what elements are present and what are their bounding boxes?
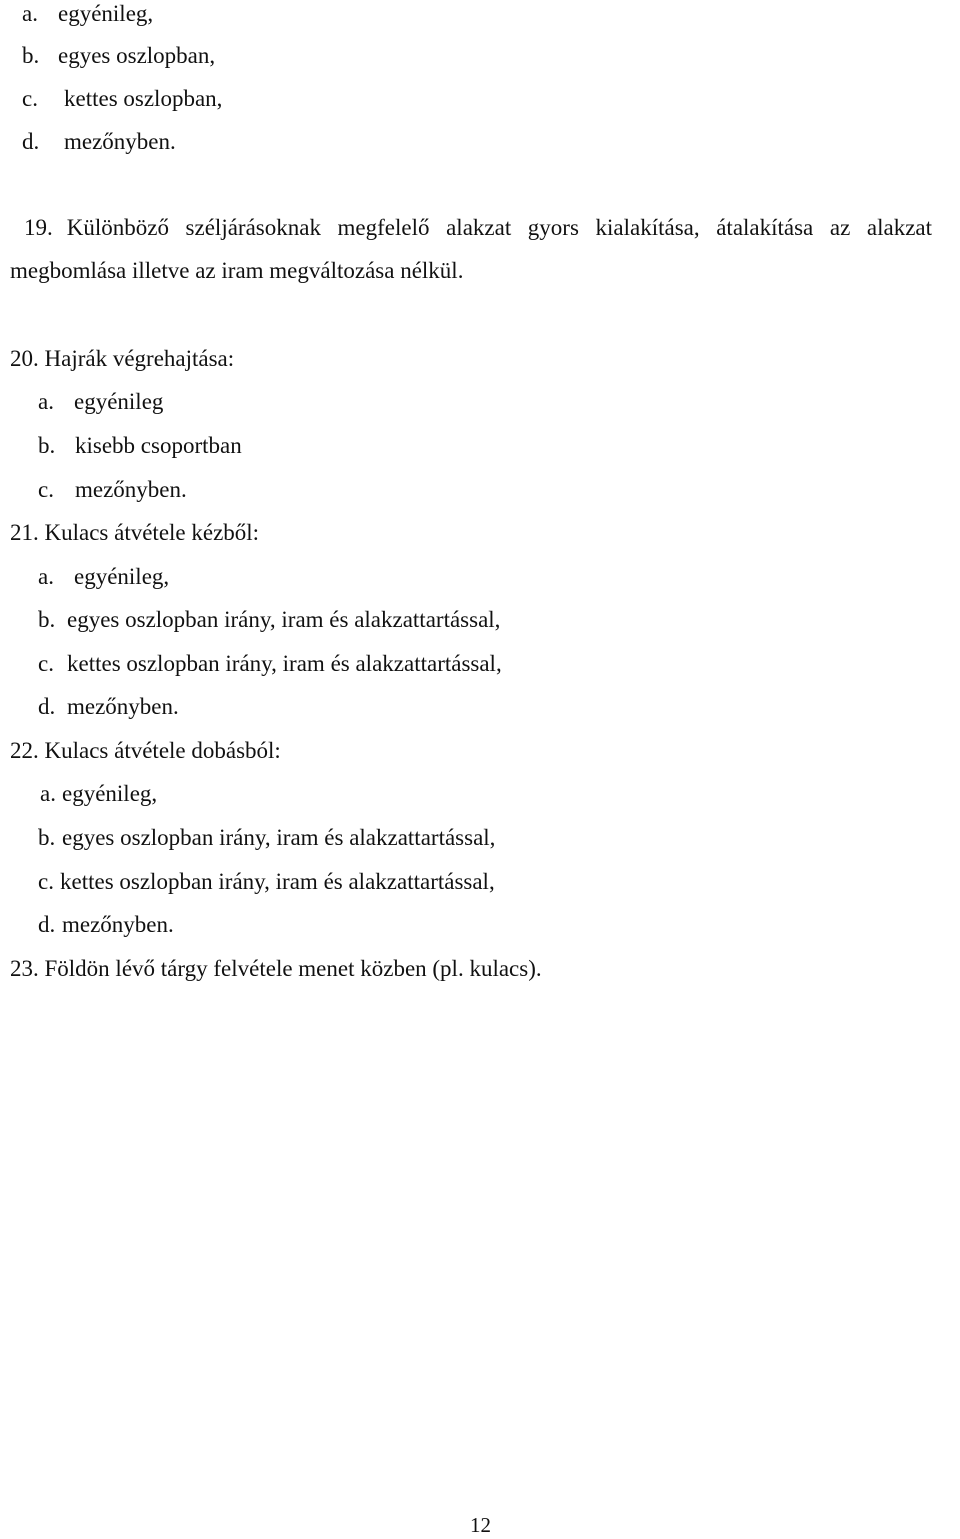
list-label: a. [38, 389, 54, 414]
item-20-heading: 20. Hajrák végrehajtása: [10, 346, 235, 371]
list-text: mezőnyben. [62, 912, 174, 937]
list-item [22, 85, 222, 113]
list-label: a. [40, 781, 56, 806]
item-19-text: Különböző széljárásoknak megfelelő alakzat gyors kialakítása, átalakítása az alakzat megbomlása illetve az iram megváltozása nélkül. [10, 215, 932, 283]
list-text: kettes oszlopban, [64, 86, 223, 111]
item-21-heading: 21. Kulacs átvétele kézből: [10, 520, 260, 545]
page-number: 12 [470, 1513, 491, 1537]
list-text: kettes oszlopban irány, iram és alakzattartással, [67, 651, 502, 676]
list-item [38, 432, 242, 460]
list-label: d. [22, 129, 40, 154]
list-text: kisebb csoportban [75, 433, 242, 458]
list-label: d. [38, 694, 56, 719]
list-item [38, 388, 163, 416]
list-item [38, 563, 169, 591]
list-label: d. [38, 912, 56, 937]
list-label: a. [22, 1, 38, 26]
list-text: egyénileg, [74, 564, 170, 589]
list-label: b. [22, 43, 40, 68]
list-label: c. [38, 477, 54, 502]
list-item [38, 868, 495, 896]
list-label: c. [38, 651, 54, 676]
list-label: b. [38, 825, 56, 850]
list-item [38, 650, 502, 678]
list-item [38, 476, 187, 504]
list-text: egyes oszlopban irány, iram és alakzattartással, [67, 607, 501, 632]
list-text: egyénileg [74, 389, 164, 414]
list-label: c. [38, 869, 54, 894]
item-23-text: 23. Földön lévő tárgy felvétele menet közben (pl. kulacs). [10, 956, 542, 981]
item-19-number: 19. [24, 215, 53, 240]
list-item [38, 693, 179, 721]
list-text: mezőnyben. [67, 694, 179, 719]
list-label: a. [38, 564, 54, 589]
list-item [38, 911, 174, 939]
list-item [22, 0, 153, 28]
list-label: b. [38, 433, 56, 458]
list-text: egyes oszlopban irány, iram és alakzattartással, [62, 825, 496, 850]
list-item [38, 606, 500, 634]
list-text: egyénileg, [62, 781, 158, 806]
list-text: mezőnyben. [75, 477, 187, 502]
list-item [22, 128, 176, 156]
list-label: b. [38, 607, 56, 632]
list-label: c. [22, 86, 38, 111]
list-text: egyénileg, [58, 1, 154, 26]
list-text: egyes oszlopban, [58, 43, 216, 68]
list-item [40, 780, 157, 808]
list-text: mezőnyben. [64, 129, 176, 154]
list-text: kettes oszlopban irány, iram és alakzattartással, [60, 869, 495, 894]
list-item [22, 42, 215, 70]
item-19-paragraph [10, 206, 932, 292]
item-22-heading: 22. Kulacs átvétele dobásból: [10, 738, 281, 763]
list-item [38, 824, 495, 852]
